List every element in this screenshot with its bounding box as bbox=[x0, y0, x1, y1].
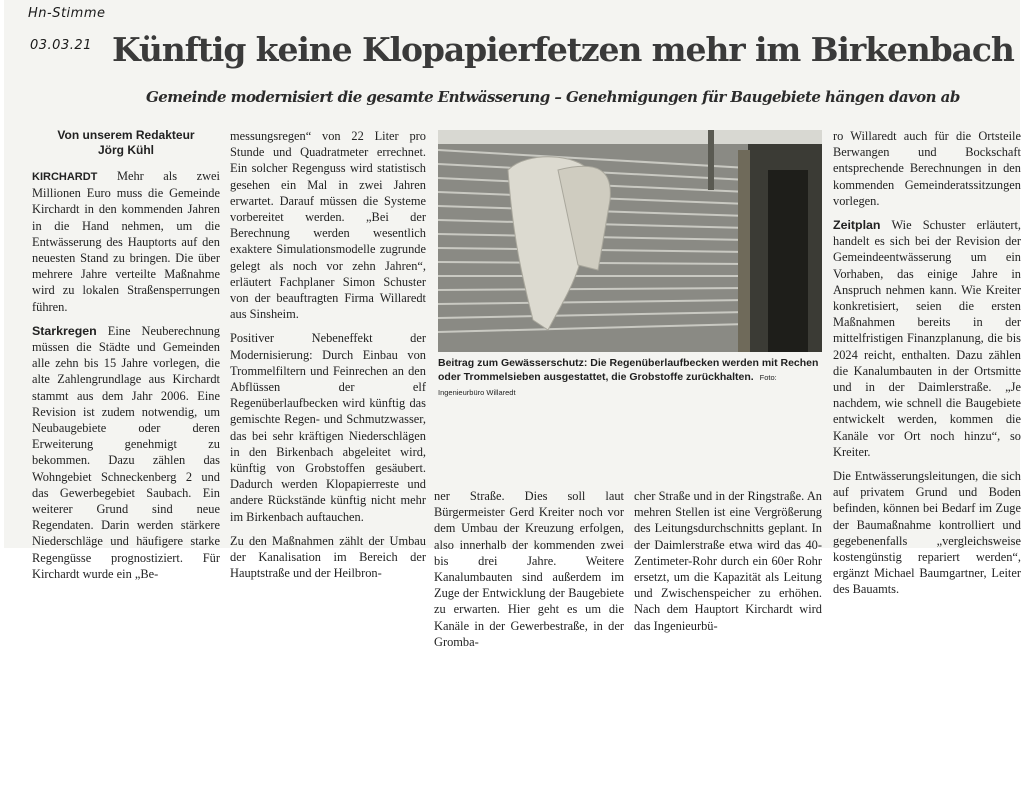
paragraph: Zu den Maßnahmen zählt der Umbau der Kanalisation im Bereich der Hauptstraße und der Heilbron- bbox=[230, 533, 426, 581]
handwritten-source: Hn-Stimme bbox=[28, 6, 106, 21]
column-3 bbox=[434, 488, 624, 658]
column-2 bbox=[230, 128, 426, 589]
subheadline: Gemeinde modernisiert die gesamte Entwässerung – Genehmigungen für Baugebiete hängen davon ab bbox=[146, 88, 960, 106]
handwritten-date: 03.03.21 bbox=[30, 38, 92, 53]
paragraph bbox=[833, 217, 1021, 460]
column-1 bbox=[32, 128, 220, 590]
byline bbox=[32, 128, 220, 158]
dateline: KIRCHARDT bbox=[32, 171, 98, 183]
article-photo bbox=[438, 130, 822, 352]
sewer-rake-photo bbox=[438, 130, 822, 352]
section-heading: Starkregen bbox=[32, 323, 97, 338]
paragraph: cher Straße und in der Ringstraße. An mehren Stellen ist eine Vergrößerung des Leitungsdurchschnitts geplant. In der Daimlerstraße etwa wird das 40-Zentimeter-Rohr durch ein 60er Rohr ersetzt, um die Kapazität als Leitung und Zwischenspeicher zu erhöhen. Nach dem Hauptort Kirchardt wird das Ingenieurbü- bbox=[634, 489, 822, 633]
paragraph: ro Willaredt auch für die Ortsteile Berwangen und Bockschaft entsprechende Berechnungen in den kommenden Gemeinderatssitzungen vorlegen. bbox=[833, 129, 1021, 208]
newspaper-clipping bbox=[4, 0, 1021, 649]
paragraph: Positiver Nebeneffekt der Modernisierung: Durch Einbau von Trommelfiltern und Feinrechen an den Abflüssen der elf Regenüberlaufbecken wird künftig das gemischte Regen- und Schmutzwasser, das bei sehr kräftigen Niederschlägen in den Birkenbach abgeleitet wird, künftig von Grobstoffen gesäubert. Dadurch werden Klopapierreste und andere Rückstände künftig nicht mehr im Birkenbach auftauchen. bbox=[230, 331, 426, 524]
byline-role: Von unserem Redakteur bbox=[57, 128, 195, 142]
headline: Künftig keine Klopapierfetzen mehr im Birkenbach bbox=[112, 30, 1014, 69]
paragraph: messungsregen“ von 22 Liter pro Stunde und Quadratmeter errechnet. Ein solcher Regenguss wird statistisch gesehen ein Mal in zwei Jahren erwartet. Darauf müssen die Systeme vorbereitet werden. „Bei der Berechnung werden wesentlich exaktere Simulationsmodelle zugrunde gelegt als noch vor zehn Jahren“, erläutert Fachplaner Simon Schuster von der beauftragten Firma Willaredt aus Sinsheim. bbox=[230, 129, 426, 322]
section-heading: Zeitplan bbox=[833, 218, 881, 233]
column-5 bbox=[833, 128, 1021, 606]
photo-caption bbox=[438, 356, 822, 400]
paragraph-text: Eine Neuberechnung müssen die Städte und Gemeinden alle zehn bis 15 Jahre vorlegen, die alte Zahlengrundlage aus Kirchardt stammt aus dem Jahr 2006. Eine Revision ist zudem notwendig, um Neubaugebiete oder deren Erweiterung genehmigt zu bekommen. Dazu zählen das Wohngebiet Schneckenberg 2 und das Gewerbegebiet Saubach. Ein weiterer Grund sind neue Regendaten. Darin werden stärkere Niederschläge und häufigere starke Regengüsse prognostiziert. Für Kirchardt wurde ein „Be- bbox=[32, 323, 220, 581]
byline-author: Jörg Kühl bbox=[98, 143, 154, 157]
paragraph: Die Entwässerungsleitungen, die sich auf privatem Grund und Boden befinden, können bei Bedarf im Zuge der Baumaßnahme kontrolliert und gegebenenfalls „vergleichsweise kostengünstig repariert werden“, ergänzt Michael Baumgartner, Leiter des Bauamts. bbox=[833, 469, 1021, 597]
paragraph-text: Mehr als zwei Millionen Euro muss die Gemeinde Kirchardt in den kommenden Jahren in die Hand nehmen, um die Entwässerung des Hauptorts auf den neuesten Stand zu bringen. Die über mehrere Jahre verteilte Maßnahme wird zu lokalen Straßensperrungen führen. bbox=[32, 169, 220, 314]
photo-credit: Foto: Ingenieurbüro Willaredt bbox=[438, 373, 777, 397]
paragraph bbox=[32, 168, 220, 315]
paragraph-text: Wie Schuster erläutert, handelt es sich bei der Revision der Gemeindeentwässerung um ein Vorhaben, das einige Jahre in Anspruch nehmen kann. Wie Kreiter konkretisiert, seien die ersten Maßnahmen bereits in der mittelfristigen Finanzplanung, die bis 2024 reicht, enthalten. Dazu zählen die Kanalumbauten in der Ortsmitte und in der Daimlerstraße. „Je nachdem, wie schnell die Baugebiete entwickelt werden, kommen die Kanäle vor Ort noch hinzu“, so Kreiter. bbox=[833, 218, 1021, 459]
paragraph: ner Straße. Dies soll laut Bürgermeister Gerd Kreiter noch vor dem Umbau der Kreuzung erfolgen, also innerhalb der kommenden zwei bis drei Jahre. Weitere Kanalumbauten sind außerdem im Zuge der Entwicklung der Baugebiete zu erwarten. Hier geht es um die Kanäle in der Gewerbestraße, in der Gromba- bbox=[434, 489, 624, 649]
caption-text: Beitrag zum Gewässerschutz: Die Regenüberlaufbecken werden mit Rechen oder Trommelsieben ausgestattet, die Grobstoffe zurückhalten. bbox=[438, 357, 819, 383]
column-4 bbox=[634, 488, 822, 642]
paragraph bbox=[32, 323, 220, 582]
